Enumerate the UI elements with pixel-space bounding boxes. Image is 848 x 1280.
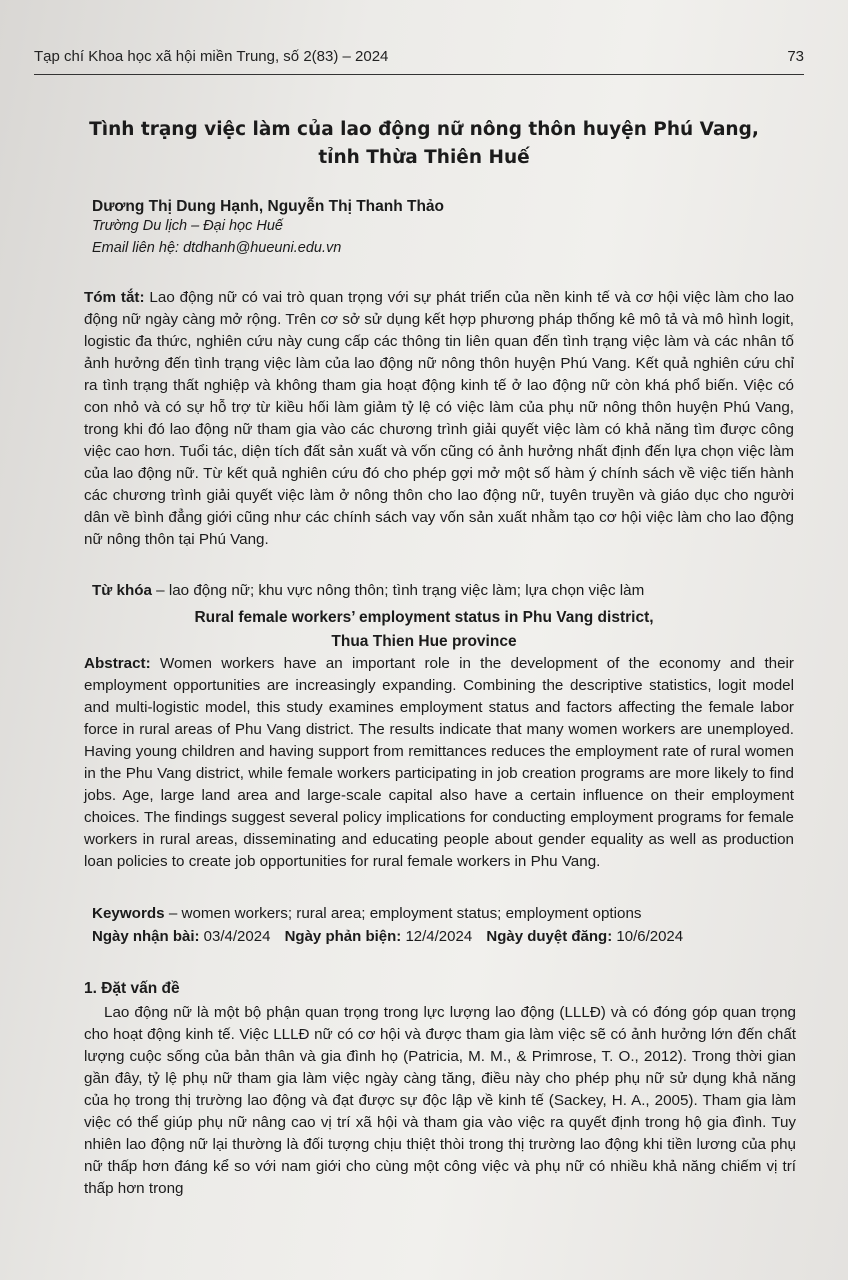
- running-head: [34, 48, 804, 65]
- article-title-line-2: tỉnh Thừa Thiên Huế: [318, 147, 530, 168]
- abstract-en-text: Women workers have an important role in the development of the economy and their employment opportunities are increasingly expanding. Combining the descriptive statistics, logit model and multi-logistic model, this study examines employment status and factors affecting the female labor force in rural areas of Phu Vang district. The results indicate that many women workers are unemployed. Having young children and having support from remittances reduces the employment rate of rural women in the Phu Vang district, while female workers participating in job creation programs are more likely to find jobs. Age, large land area and large-scale capital also have a certain influence on their employment choices. The findings suggest several policy implications for conducting employment programs for female workers in rural areas, disseminating and educating people about gender equality as well as production loan policies to create job opportunities for rural female workers in Phu Vang.: [84, 655, 794, 870]
- review-date: 12/4/2024: [401, 928, 473, 945]
- article-dates: [92, 928, 693, 945]
- abstract-english: [84, 653, 794, 873]
- contact-email: Email liên hệ: dtdhanh@hueuni.edu.vn: [92, 240, 342, 256]
- keywords-english: [92, 903, 792, 925]
- keywords-vi-label: Từ khóa: [92, 582, 152, 599]
- abstract-vietnamese: [84, 287, 794, 551]
- affiliation: Trường Du lịch – Đại học Huế: [92, 218, 283, 234]
- section-heading: 1. Đặt vấn đề: [84, 980, 180, 997]
- accepted-date: 10/6/2024: [612, 928, 684, 945]
- received-date: 03/4/2024: [199, 928, 271, 945]
- authors: Dương Thị Dung Hạnh, Nguyễn Thị Thanh Thảo: [92, 198, 445, 215]
- keywords-vi-text: – lao động nữ; khu vực nông thôn; tình trạng việc làm; lựa chọn việc làm: [151, 582, 645, 599]
- received-date-label: Ngày nhận bài:: [92, 928, 200, 945]
- header-rule: [34, 74, 804, 75]
- section-body-text: Lao động nữ là một bộ phận quan trọng trong lực lượng lao động (LLLĐ) và có đóng góp quan trọng cho hoạt động kinh tế. Việc LLLĐ nữ có cơ hội và được tham gia làm việc sẽ có ảnh hưởng lớn đến chất lượng cuộc sống của bản thân và gia đình họ (Patricia, M. M., & Primrose, T. O., 2012). Trong thời gian gần đây, tỷ lệ phụ nữ tham gia làm việc ngày càng tăng, điều này cho phép phụ nữ sử dụng khả năng của họ trong thị trường lao động và đạt được sự độc lập về kinh tế (Sackey, H. A., 2005). Tham gia làm việc có thể giúp phụ nữ nâng cao vị trí xã hội và tham gia vào việc ra quyết định trong hộ gia đình. Tuy nhiên lao động nữ lại thường là đối tượng chịu thiệt thòi trong thị trường lao động khi tiền lương của phụ nữ thấp hơn đáng kể so với nam giới cho cùng một công việc và phụ nữ có nhiều khả năng chiếm vị trí thấp hơn trong: [84, 1004, 796, 1197]
- keywords-vietnamese: [92, 580, 792, 602]
- abstract-en-label: Abstract:: [84, 655, 151, 672]
- article-title: [40, 116, 808, 172]
- english-title: [40, 606, 808, 654]
- abstract-vi-text: Lao động nữ có vai trò quan trọng với sự phát triển của nền kinh tế và cơ hội việc làm cho lao động nữ ngày càng mở rộng. Trên cơ sở sử dụng kết hợp phương pháp thống kê mô tả và mô hình logit, logistic đa thức, nghiên cứu này cung cấp các thông tin liên quan đến tình trạng việc làm và các nhân tố ảnh hưởng đến tình trạng việc làm của lao động nữ nông thôn huyện Phú Vang. Kết quả nghiên cứu chỉ ra tình trạng thất nghiệp và không tham gia hoạt động kinh tế ở lao động nữ còn khá phổ biến. Việc có con nhỏ và có sự hỗ trợ từ kiều hối làm giảm tỷ lệ có việc làm của phụ nữ nông thôn huyện Phú Vang, trong khi đó lao động nữ tham gia vào các chương trình giải quyết việc làm có khả năng tìm được công việc cao hơn. Tuổi tác, diện tích đất sản xuất và vốn cũng có ảnh hưởng nhất định đến lựa chọn việc làm của lao động nữ. Từ kết quả nghiên cứu đó cho phép gợi mở một số hàm ý chính sách về việc tiến hành các chương trình giải quyết việc làm ở nông thôn cho lao động nữ, tuyên truyền và giáo dục cho người dân về bình đẳng giới cũng như các chính sách vay vốn sản xuất nhằm tạo cơ hội việc làm cho lao động nữ nông thôn tại Phú Vang.: [84, 289, 794, 548]
- accepted-date-label: Ngày duyệt đăng:: [486, 928, 613, 945]
- review-date-label: Ngày phản biện:: [284, 928, 402, 945]
- abstract-vi-label: Tóm tắt:: [84, 289, 145, 306]
- english-title-line-1: Rural female workers’ employment status in Phu Vang district,: [194, 609, 654, 626]
- keywords-en-label: Keywords: [92, 905, 165, 922]
- page-number: 73: [787, 48, 804, 65]
- journal-name: Tạp chí Khoa học xã hội miền Trung, số 2(83) – 2024: [34, 48, 389, 65]
- english-title-line-2: Thua Thien Hue province: [331, 633, 517, 650]
- article-title-line-1: Tình trạng việc làm của lao động nữ nông thôn huyện Phú Vang,: [89, 119, 759, 140]
- keywords-en-text: – women workers; rural area; employment status; employment options: [164, 905, 642, 922]
